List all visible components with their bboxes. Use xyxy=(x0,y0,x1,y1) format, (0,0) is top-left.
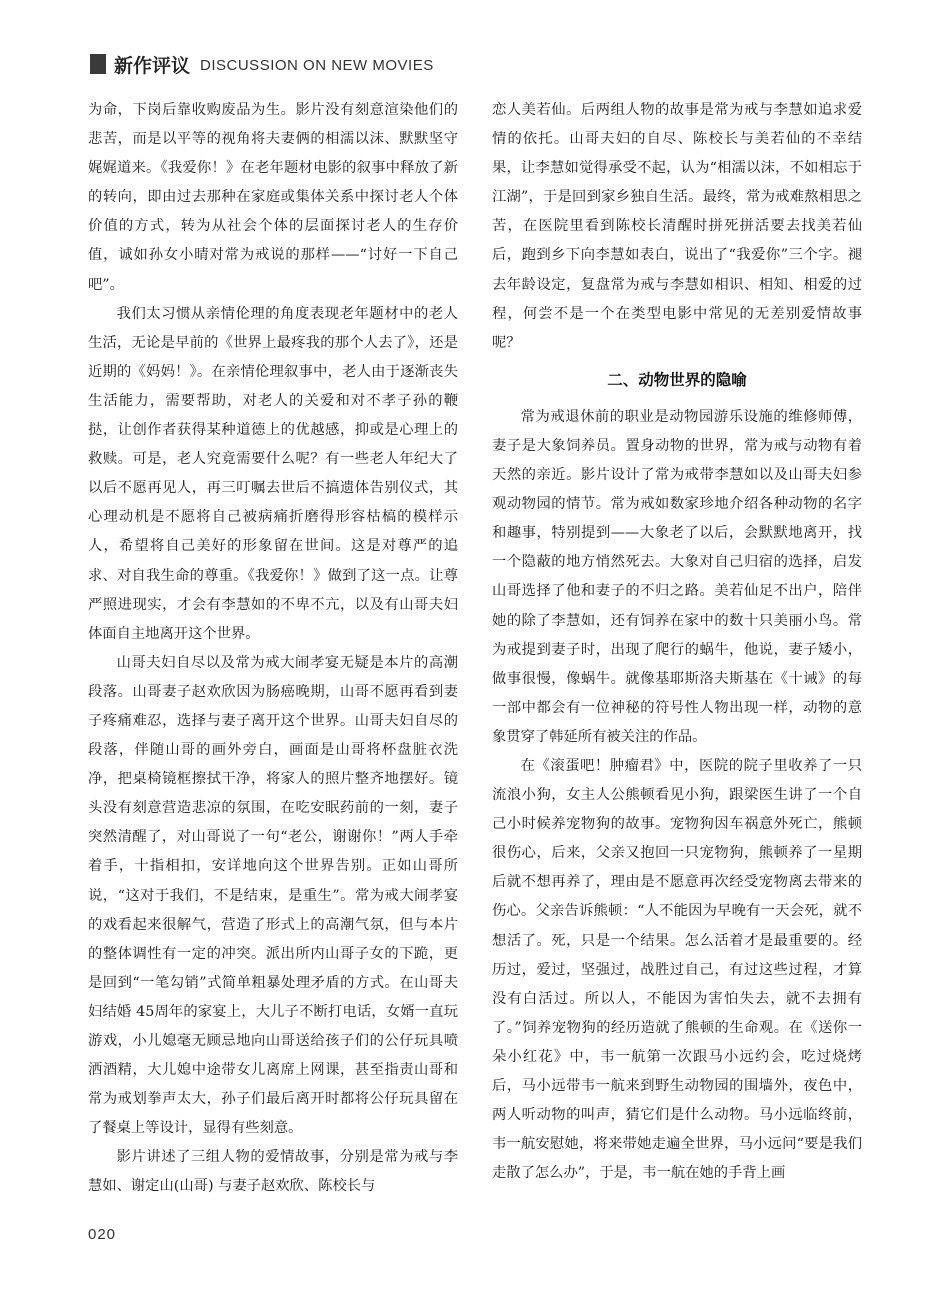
right-paragraph-2: 常为戒退休前的职业是动物园游乐设施的维修师傅，妻子是大象饲养员。置身动物的世界，常为戒与动物有着天然的亲近。影片设计了常为戒带李慧如以及山哥夫妇参观动物园的情节。常为戒如数家珍地介绍各种动物的名字和趣事，特别提到——大象老了以后，会默默地离开，找一个隐蔽的地方悄然死去。大象对自己归宿的选择，启发山哥选择了他和妻子的不归之路。美若仙足不出户，陪伴她的除了李慧如，还有饲养在家中的数十只美丽小鸟。常为戒提到妻子时，出现了爬行的蜗牛，他说，妻子矮小，做事很慢，像蜗牛。就像基耶斯洛夫斯基在《十诫》的每一部中都会有一位神秘的符号性人物出现一样，动物的意象贯穿了韩延所有被关注的作品。 xyxy=(492,408,862,745)
right-paragraph-3: 在《滚蛋吧！肿瘤君》中，医院的院子里收养了一只流浪小狗，女主人公熊顿看见小狗，跟梁医生讲了一个自己小时候养宠物狗的故事。宠物狗因车祸意外死亡，熊顿很伤心，后来，父亲又抱回一只宠物狗，熊顿养了一星期后就不想再养了，理由是不愿意再次经受宠物离去带来的伤心。父亲告诉熊顿：“人不能因为早晚有一天会死，就不想活了。死，只是一个结果。怎么活着才是最重要的。经历过，爱过，坚强过，战胜过自己，有过这些过程，才算没有白活过。所以人，不能因为害怕失去，就不去拥有了。”饲养宠物狗的经历造就了熊顿的生命观。在《送你一朵小红花》中，韦一航第一次跟马小远约会，吃过烧烤后，马小远带韦一航来到野生动物园的围墙外，夜色中，两人听动物的叫声，猜它们是什么动物。马小远临终前，韦一航安慰她，将来带她走遍全世界，马小远问“要是我们走散了怎么办”，于是，韦一航在她的手背上画 xyxy=(492,757,862,1182)
right-paragraph-1: 恋人美若仙。后两组人物的故事是常为戒与李慧如追求爱情的依托。山哥夫妇的自尽、陈校长与美若仙的不幸结果，让李慧如觉得承受不起，认为“相濡以沫，不如相忘于江湖”，于是回到家乡独自生活。最终，常为戒难熬相思之苦，在医院里看到陈校长清醒时拼死拼活要去找美若仙后，跑到乡下向李慧如表白，说出了“我爱你”三个字。褪去年龄设定，复盘常为戒与李慧如相识、相知、相爱的过程，何尝不是一个在类型电影中常见的无差别爱情故事呢？ xyxy=(492,102,862,351)
page-header xyxy=(90,50,434,78)
section-marker-block xyxy=(90,54,106,74)
page-number: 020 xyxy=(88,1226,117,1243)
left-paragraph-1: 为命，下岗后靠收购废品为生。影片没有刻意渲染他们的悲苦，而是以平等的视角将夫妻俩的相濡以沫、默默坚守娓娓道来。《我爱你！》在老年题材电影的叙事中释放了新的转向，即由过去那种在家庭或集体关系中探讨老人个体价值的方式，转为从社会个体的层面探讨老人的生存价值，诚如孙女小晴对常为戒说的那样——“讨好一下自己吧”。 xyxy=(88,102,458,293)
section-title-cn: 新作评议 xyxy=(114,54,191,77)
left-paragraph-2: 我们太习惯从亲情伦理的角度表现老年题材中的老人生活，无论是早前的《世界上最疼我的那个人去了》，还是近期的《妈妈！》。在亲情伦理叙事中，老人由于逐渐丧失生活能力，需要帮助，对老人的关爱和对不孝子孙的鞭挞，让创作者获得某种道德上的优越感，抑或是心理上的救赎。可是，老人究竟需要什么呢？有一些老人年纪大了以后不愿再见人，再三叮嘱去世后不搞遗体告别仪式，其心理动机是不愿将自己被病痛折磨得形容枯槁的模样示人，希望将自己美好的形象留在世间。这是对尊严的追求、对自我生命的尊重。《我爱你！》做到了这一点。让尊严照进现实，才会有李慧如的不卑不亢，以及有山哥夫妇体面自主地离开这个世界。 xyxy=(88,305,458,642)
left-column xyxy=(88,96,458,1202)
section-heading: 二、动物世界的隐喻 xyxy=(607,370,747,389)
left-paragraph-4: 影片讲述了三组人物的爱情故事，分别是常为戒与李慧如、谢定山(山哥) 与妻子赵欢欣、陈校长与 xyxy=(88,1149,458,1195)
right-column xyxy=(492,96,862,1188)
section-title-en: DISCUSSION ON NEW MOVIES xyxy=(200,57,434,74)
left-paragraph-3: 山哥夫妇自尽以及常为戒大闹孝宴无疑是本片的高潮段落。山哥妻子赵欢欣因为肠癌晚期，山哥不愿再看到妻子疼痛难忍，选择与妻子离开这个世界。山哥夫妇自尽的段落，伴随山哥的画外旁白，画面是山哥将杯盘脏衣洗净，把桌椅镜框擦拭干净，将家人的照片整齐地摆好。镜头没有刻意营造悲凉的氛围，在吃安眠药前的一刻，妻子突然清醒了，对山哥说了一句“老公，谢谢你！”两人手牵着手，十指相扣，安详地向这个世界告别。正如山哥所说，“这对于我们，不是结束，是重生”。常为戒大闹孝宴的戏看起来很解气，营造了形式上的高潮气氛，但与本片的整体调性有一定的冲突。派出所内山哥子女的下跪，更是回到“一笔勾销”式简单粗暴处理矛盾的方式。在山哥夫妇结婚 45周年的家宴上，大儿子不断打电话，女婿一直玩游戏，小儿媳毫无顾忌地向山哥送给孩子们的公仔玩具喷洒酒精，大儿媳中途带女儿离席上网课，甚至指责山哥和常为戒划拳声太大，孙子们最后离开时都将公仔玩具留在了餐桌上等设计，显得有些刻意。 xyxy=(88,654,458,1137)
